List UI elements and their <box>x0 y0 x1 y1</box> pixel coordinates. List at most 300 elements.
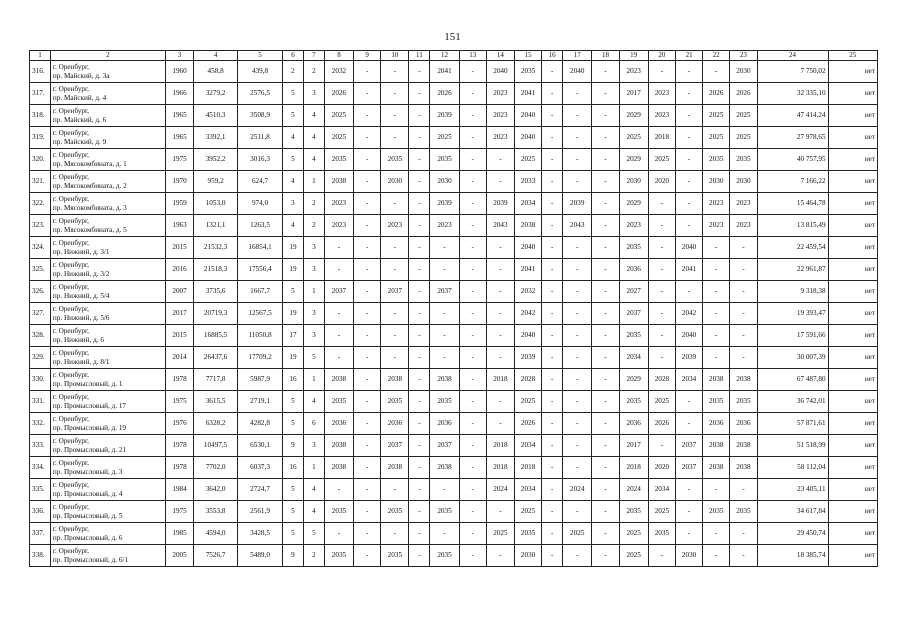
table-cell: 2035 <box>703 149 730 171</box>
table-cell: - <box>381 83 409 105</box>
table-cell: 2026 <box>430 83 459 105</box>
table-cell: 1 <box>303 457 324 479</box>
table-cell: 2023 <box>730 215 757 237</box>
table-cell: - <box>675 501 702 523</box>
table-cell: 67 487,80 <box>757 369 828 391</box>
table-cell: 2038 <box>730 369 757 391</box>
table-cell: - <box>563 545 592 567</box>
table-cell: - <box>592 83 619 105</box>
table-cell: - <box>675 149 702 171</box>
table-cell: - <box>354 61 381 83</box>
table-cell: - <box>354 193 381 215</box>
column-number: 19 <box>619 51 648 61</box>
table-cell: - <box>648 61 675 83</box>
table-cell: - <box>730 545 757 567</box>
address-street: пр. Нижний, д. 8/1 <box>52 357 110 366</box>
table-cell: - <box>459 259 486 281</box>
table-cell: 2030 <box>730 61 757 83</box>
table-cell: - <box>542 457 563 479</box>
table-cell: 2040 <box>515 127 542 149</box>
table-cell: - <box>703 523 730 545</box>
address-cell <box>50 413 165 435</box>
table-cell: 3642,0 <box>194 479 238 501</box>
address-city: г. Оренбург, <box>52 524 89 533</box>
table-cell: 2030 <box>430 171 459 193</box>
table-cell: - <box>675 105 702 127</box>
table-cell: - <box>459 501 486 523</box>
table-cell: - <box>409 281 430 303</box>
table-cell: 2036 <box>730 413 757 435</box>
table-cell: - <box>542 281 563 303</box>
address-city: г. Оренбург, <box>52 260 89 269</box>
table-cell: 4 <box>303 127 324 149</box>
table-cell: 2025 <box>648 501 675 523</box>
table-cell: 2035 <box>730 149 757 171</box>
table-cell: 3 <box>303 435 324 457</box>
table-cell: нет <box>828 501 877 523</box>
table-cell: нет <box>828 105 877 127</box>
table-cell: 1053,0 <box>194 193 238 215</box>
table-cell: - <box>430 259 459 281</box>
table-cell: 36 742,01 <box>757 391 828 413</box>
table-cell: 2025 <box>515 501 542 523</box>
table-cell: 2041 <box>515 83 542 105</box>
table-cell: - <box>563 435 592 457</box>
table-cell: - <box>409 215 430 237</box>
table-cell: - <box>486 171 514 193</box>
table-cell: 17709,2 <box>238 347 283 369</box>
table-cell: - <box>381 237 409 259</box>
row-number: 331. <box>30 391 51 413</box>
table-cell: 2030 <box>515 545 542 567</box>
table-row <box>30 391 878 413</box>
address-cell <box>50 435 165 457</box>
address-cell <box>50 501 165 523</box>
table-cell: 4 <box>303 149 324 171</box>
table-cell: - <box>703 479 730 501</box>
table-cell: - <box>542 237 563 259</box>
address-street: пр. Майский, д. 9 <box>52 137 107 146</box>
table-cell: 2035 <box>648 523 675 545</box>
table-cell: - <box>354 501 381 523</box>
row-number: 319. <box>30 127 51 149</box>
table-cell: - <box>675 479 702 501</box>
table-cell: 2037 <box>381 281 409 303</box>
table-cell: - <box>592 127 619 149</box>
table-cell: 13 815,49 <box>757 215 828 237</box>
address-street: пр. Мясокомбината, д. 5 <box>52 225 127 234</box>
table-row <box>30 259 878 281</box>
table-cell: 2035 <box>430 545 459 567</box>
table-cell: 2029 <box>619 149 648 171</box>
table-cell: 2035 <box>381 391 409 413</box>
address-city: г. Оренбург, <box>52 106 89 115</box>
table-cell: 2033 <box>515 171 542 193</box>
table-cell: - <box>542 193 563 215</box>
table-cell: - <box>703 281 730 303</box>
address-city: г. Оренбург, <box>52 436 89 445</box>
row-number: 321. <box>30 171 51 193</box>
table-cell: 2017 <box>619 435 648 457</box>
table-cell: - <box>542 105 563 127</box>
table-cell: 2025 <box>324 105 353 127</box>
table-cell: - <box>703 325 730 347</box>
table-cell: - <box>409 369 430 391</box>
table-cell: - <box>459 435 486 457</box>
table-cell: - <box>730 347 757 369</box>
row-number: 336. <box>30 501 51 523</box>
table-cell: 16 <box>283 457 304 479</box>
table-cell: - <box>459 479 486 501</box>
table-cell: - <box>592 303 619 325</box>
table-cell: 3952,2 <box>194 149 238 171</box>
table-cell: - <box>542 369 563 391</box>
address-city: г. Оренбург, <box>52 414 89 423</box>
table-cell: 2023 <box>648 105 675 127</box>
table-cell: 2040 <box>675 237 702 259</box>
table-cell: 2025 <box>324 127 353 149</box>
table-cell: 1960 <box>165 61 193 83</box>
table-cell: 2037 <box>675 435 702 457</box>
table-cell: 2025 <box>648 391 675 413</box>
table-cell: - <box>459 215 486 237</box>
table-cell: 1975 <box>165 501 193 523</box>
table-cell: - <box>459 105 486 127</box>
table-cell: нет <box>828 193 877 215</box>
table-cell: - <box>592 105 619 127</box>
table-cell: 9 <box>283 435 304 457</box>
table-cell: - <box>409 501 430 523</box>
address-street: пр. Промысловый, д. 17 <box>52 401 127 410</box>
table-cell: 20719,3 <box>194 303 238 325</box>
table-cell: 2035 <box>730 391 757 413</box>
address-city: г. Оренбург, <box>52 172 89 181</box>
table-cell: - <box>409 457 430 479</box>
table-cell: 17 <box>283 325 304 347</box>
table-row <box>30 479 878 501</box>
table-row <box>30 281 878 303</box>
table-cell: 11050,8 <box>238 325 283 347</box>
table-cell: - <box>459 391 486 413</box>
table-cell: 19 <box>283 303 304 325</box>
table-cell: нет <box>828 61 877 83</box>
table-cell: 2035 <box>515 61 542 83</box>
table-cell: 5 <box>283 391 304 413</box>
table-cell: - <box>409 237 430 259</box>
table-cell: - <box>563 83 592 105</box>
table-cell: 3 <box>303 303 324 325</box>
table-cell: - <box>486 259 514 281</box>
address-street: пр. Промысловый, д. 6/1 <box>52 555 129 564</box>
address-city: г. Оренбург, <box>52 392 89 401</box>
table-cell: - <box>381 127 409 149</box>
table-cell: 2023 <box>619 61 648 83</box>
table-cell: 2040 <box>675 325 702 347</box>
table-cell: 1 <box>303 171 324 193</box>
table-cell: - <box>354 259 381 281</box>
table-cell: - <box>354 457 381 479</box>
table-cell: 2035 <box>515 523 542 545</box>
table-cell: 12567,5 <box>238 303 283 325</box>
column-number: 6 <box>283 51 304 61</box>
table-cell: - <box>381 347 409 369</box>
table-cell: 1 <box>303 281 324 303</box>
column-number: 11 <box>409 51 430 61</box>
table-cell: 2039 <box>515 347 542 369</box>
table-cell: 2041 <box>515 259 542 281</box>
table-cell: - <box>354 281 381 303</box>
table-cell: 2030 <box>675 545 702 567</box>
table-cell: - <box>563 369 592 391</box>
table-cell: - <box>675 281 702 303</box>
table-cell: - <box>592 347 619 369</box>
table-cell: 3 <box>283 193 304 215</box>
table-cell: - <box>354 391 381 413</box>
row-number: 324. <box>30 237 51 259</box>
table-cell: - <box>409 105 430 127</box>
address-city: г. Оренбург, <box>52 304 89 313</box>
table-cell: - <box>354 325 381 347</box>
table-cell: 2023 <box>381 215 409 237</box>
column-number: 23 <box>730 51 757 61</box>
table-cell: - <box>563 501 592 523</box>
table-cell: - <box>381 523 409 545</box>
address-city: г. Оренбург, <box>52 84 89 93</box>
table-cell: 23 405,11 <box>757 479 828 501</box>
table-cell: 2035 <box>430 391 459 413</box>
table-cell: 19 <box>283 347 304 369</box>
table-cell: 2016 <box>165 259 193 281</box>
table-cell: - <box>409 391 430 413</box>
table-cell: 34 617,84 <box>757 501 828 523</box>
table-cell: 9 318,38 <box>757 281 828 303</box>
table-cell: 2039 <box>675 347 702 369</box>
table-cell: 2026 <box>648 413 675 435</box>
table-cell: 2038 <box>381 369 409 391</box>
table-cell: - <box>459 149 486 171</box>
table-cell: - <box>324 347 353 369</box>
address-city: г. Оренбург, <box>52 62 89 71</box>
table-cell: 2005 <box>165 545 193 567</box>
table-cell: - <box>675 391 702 413</box>
table-cell: 6 <box>303 413 324 435</box>
row-number: 317. <box>30 83 51 105</box>
table-cell: - <box>354 171 381 193</box>
table-cell: - <box>542 435 563 457</box>
table-cell: - <box>354 237 381 259</box>
table-cell: - <box>592 501 619 523</box>
table-cell: 19 393,47 <box>757 303 828 325</box>
table-cell: - <box>459 171 486 193</box>
column-number: 4 <box>194 51 238 61</box>
table-cell: - <box>730 523 757 545</box>
table-cell: 3 <box>303 237 324 259</box>
table-cell: - <box>675 215 702 237</box>
address-street: пр. Мясокомбината, д. 2 <box>52 181 127 190</box>
table-cell: 2020 <box>648 171 675 193</box>
table-cell: - <box>486 391 514 413</box>
table-cell: 4 <box>303 501 324 523</box>
table-cell: - <box>730 479 757 501</box>
table-cell: 2017 <box>619 83 648 105</box>
table-cell: нет <box>828 237 877 259</box>
table-cell: - <box>542 127 563 149</box>
table-cell: - <box>592 281 619 303</box>
row-number: 325. <box>30 259 51 281</box>
table-cell: 5 <box>283 149 304 171</box>
table-row <box>30 127 878 149</box>
table-cell: 4 <box>283 215 304 237</box>
table-cell: - <box>486 237 514 259</box>
table-cell: - <box>703 259 730 281</box>
table-cell: - <box>409 545 430 567</box>
table-cell: 5 <box>283 105 304 127</box>
table-cell: 2035 <box>619 237 648 259</box>
table-cell: 29 450,74 <box>757 523 828 545</box>
table-cell: - <box>486 545 514 567</box>
address-street: пр. Нижний, д. 3/1 <box>52 247 110 256</box>
address-cell <box>50 391 165 413</box>
table-cell: 2026 <box>515 413 542 435</box>
table-cell: - <box>648 325 675 347</box>
table-cell: - <box>324 479 353 501</box>
table-cell: 2034 <box>619 347 648 369</box>
table-cell: - <box>430 303 459 325</box>
table-cell: - <box>592 325 619 347</box>
table-cell: 3735,6 <box>194 281 238 303</box>
table-cell: - <box>592 523 619 545</box>
table-cell: 10497,5 <box>194 435 238 457</box>
table-cell: - <box>592 457 619 479</box>
table-cell: 1976 <box>165 413 193 435</box>
table-cell: нет <box>828 545 877 567</box>
table-cell: - <box>354 435 381 457</box>
table-cell: 1965 <box>165 127 193 149</box>
address-cell <box>50 193 165 215</box>
table-cell: - <box>459 369 486 391</box>
table-cell: нет <box>828 523 877 545</box>
table-cell: - <box>592 391 619 413</box>
table-cell: - <box>354 127 381 149</box>
address-city: г. Оренбург, <box>52 238 89 247</box>
table-cell: - <box>563 237 592 259</box>
table-cell: 47 414,24 <box>757 105 828 127</box>
table-row <box>30 193 878 215</box>
table-cell: - <box>592 259 619 281</box>
address-street: пр. Майский, д. 3а <box>52 71 110 80</box>
table-cell: 2018 <box>648 127 675 149</box>
table-cell: 2036 <box>619 259 648 281</box>
table-cell: 2025 <box>563 523 592 545</box>
table-cell: 2038 <box>703 435 730 457</box>
table-cell: - <box>542 215 563 237</box>
table-cell: 1966 <box>165 83 193 105</box>
table-cell: 4 <box>303 105 324 127</box>
table-cell: 2029 <box>619 105 648 127</box>
table-cell: - <box>730 325 757 347</box>
table-row <box>30 347 878 369</box>
table-cell: 7 166,22 <box>757 171 828 193</box>
table-cell: - <box>648 303 675 325</box>
table-row <box>30 237 878 259</box>
row-number: 330. <box>30 369 51 391</box>
table-cell: 1985 <box>165 523 193 545</box>
table-cell: 1 <box>303 369 324 391</box>
table-cell: 4 <box>303 391 324 413</box>
table-cell: - <box>592 61 619 83</box>
table-cell: - <box>730 237 757 259</box>
table-cell: 2025 <box>619 523 648 545</box>
address-cell <box>50 237 165 259</box>
table-cell: 2015 <box>165 237 193 259</box>
table-cell: 2039 <box>430 193 459 215</box>
table-cell: 2034 <box>515 193 542 215</box>
table-cell: - <box>563 391 592 413</box>
table-cell: 2511,8 <box>238 127 283 149</box>
table-cell: - <box>459 523 486 545</box>
column-number: 13 <box>459 51 486 61</box>
table-cell: 2025 <box>730 105 757 127</box>
column-number: 17 <box>563 51 592 61</box>
address-cell <box>50 457 165 479</box>
table-cell: 2038 <box>430 369 459 391</box>
address-city: г. Оренбург, <box>52 282 89 291</box>
column-number: 21 <box>675 51 702 61</box>
table-cell: 2018 <box>486 435 514 457</box>
table-cell: - <box>563 127 592 149</box>
table-cell: 2035 <box>703 501 730 523</box>
table-cell: 2028 <box>515 369 542 391</box>
table-cell: - <box>409 127 430 149</box>
table-cell: 58 112,04 <box>757 457 828 479</box>
address-city: г. Оренбург, <box>52 458 89 467</box>
table-cell: 3508,9 <box>238 105 283 127</box>
table-cell: 2023 <box>703 215 730 237</box>
table-cell: - <box>354 479 381 501</box>
table-cell: - <box>354 369 381 391</box>
table-cell: 2039 <box>430 105 459 127</box>
table-cell: - <box>542 501 563 523</box>
table-cell: 2024 <box>619 479 648 501</box>
table-row <box>30 303 878 325</box>
table-cell: - <box>409 325 430 347</box>
table-cell: 2025 <box>515 391 542 413</box>
table-cell: - <box>542 61 563 83</box>
table-cell: - <box>381 193 409 215</box>
table-cell: - <box>459 325 486 347</box>
table-row <box>30 149 878 171</box>
table-cell: 2032 <box>324 61 353 83</box>
table-cell: - <box>675 127 702 149</box>
address-city: г. Оренбург, <box>52 370 89 379</box>
table-cell: 2023 <box>324 193 353 215</box>
table-cell: - <box>459 193 486 215</box>
table-cell: - <box>381 105 409 127</box>
column-number: 3 <box>165 51 193 61</box>
table-cell: 3428,5 <box>238 523 283 545</box>
table-cell: нет <box>828 369 877 391</box>
table-cell: - <box>542 171 563 193</box>
table-cell: - <box>542 523 563 545</box>
address-city: г. Оренбург, <box>52 216 89 225</box>
table-cell: 2023 <box>619 215 648 237</box>
row-number: 326. <box>30 281 51 303</box>
column-number-row <box>30 51 878 61</box>
row-number: 335. <box>30 479 51 501</box>
table-cell: 2035 <box>324 501 353 523</box>
table-cell: - <box>409 149 430 171</box>
table-cell: - <box>486 149 514 171</box>
